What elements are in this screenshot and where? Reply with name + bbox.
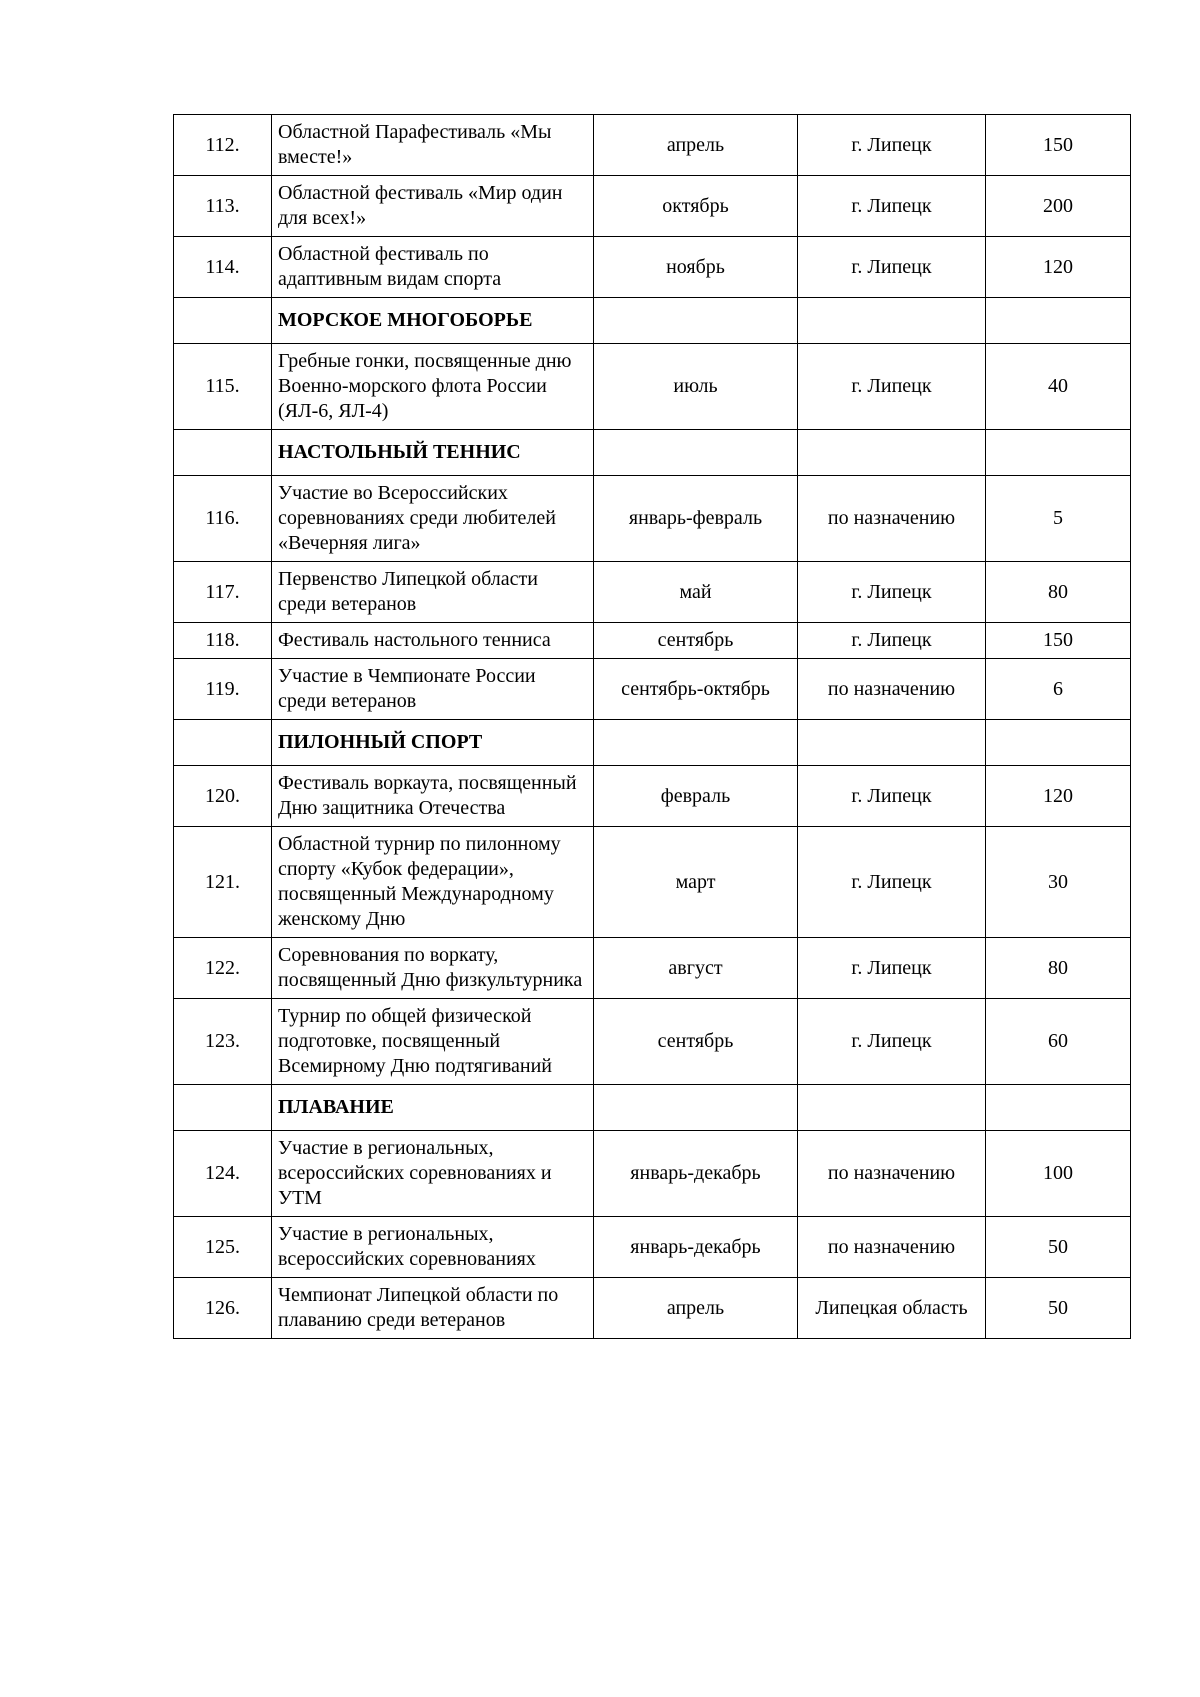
row-number: 116. <box>174 476 272 562</box>
event-place: г. Липецк <box>798 766 986 827</box>
participant-count: 80 <box>986 562 1131 623</box>
event-date: апрель <box>594 1278 798 1339</box>
row-number: 122. <box>174 938 272 999</box>
participant-count: 30 <box>986 827 1131 938</box>
table-row <box>174 476 1131 562</box>
event-name: Областной Парафестиваль «Мы вместе!» <box>272 115 594 176</box>
event-place: Липецкая область <box>798 1278 986 1339</box>
section-empty-cell <box>798 1085 986 1131</box>
event-place: по назначению <box>798 1131 986 1217</box>
table-row <box>174 999 1131 1085</box>
event-date: сентябрь <box>594 623 798 659</box>
event-date: ноябрь <box>594 237 798 298</box>
event-place: г. Липецк <box>798 938 986 999</box>
event-date: апрель <box>594 115 798 176</box>
event-place: по назначению <box>798 1217 986 1278</box>
participant-count: 80 <box>986 938 1131 999</box>
section-empty-cell <box>174 1085 272 1131</box>
table-row <box>174 1278 1131 1339</box>
event-date: август <box>594 938 798 999</box>
event-name: Фестиваль воркаута, посвященный Дню защитника Отечества <box>272 766 594 827</box>
event-name: Участие в Чемпионате России среди ветеранов <box>272 659 594 720</box>
section-title: ПИЛОННЫЙ СПОРТ <box>272 720 594 766</box>
row-number: 114. <box>174 237 272 298</box>
section-title: МОРСКОЕ МНОГОБОРЬЕ <box>272 298 594 344</box>
event-place: по назначению <box>798 659 986 720</box>
section-header-row <box>174 430 1131 476</box>
row-number: 121. <box>174 827 272 938</box>
participant-count: 40 <box>986 344 1131 430</box>
row-number: 113. <box>174 176 272 237</box>
table-row <box>174 766 1131 827</box>
event-date: сентябрь <box>594 999 798 1085</box>
participant-count: 50 <box>986 1278 1131 1339</box>
section-empty-cell <box>986 720 1131 766</box>
event-date: январь-декабрь <box>594 1131 798 1217</box>
section-empty-cell <box>798 298 986 344</box>
event-place: г. Липецк <box>798 115 986 176</box>
row-number: 119. <box>174 659 272 720</box>
event-name: Областной турнир по пилонному спорту «Кубок федерации», посвященный Международному женскому Дню <box>272 827 594 938</box>
participant-count: 200 <box>986 176 1131 237</box>
section-empty-cell <box>986 1085 1131 1131</box>
event-name: Участие в региональных, всероссийских соревнованиях <box>272 1217 594 1278</box>
events-table-body <box>174 115 1131 1339</box>
event-place: г. Липецк <box>798 999 986 1085</box>
section-empty-cell <box>174 430 272 476</box>
section-empty-cell <box>798 430 986 476</box>
section-header-row <box>174 1085 1131 1131</box>
row-number: 117. <box>174 562 272 623</box>
event-name: Участие в региональных, всероссийских соревнованиях и УТМ <box>272 1131 594 1217</box>
event-date: март <box>594 827 798 938</box>
event-place: г. Липецк <box>798 623 986 659</box>
participant-count: 150 <box>986 623 1131 659</box>
row-number: 125. <box>174 1217 272 1278</box>
row-number: 118. <box>174 623 272 659</box>
event-name: Чемпионат Липецкой области по плаванию среди ветеранов <box>272 1278 594 1339</box>
table-row <box>174 562 1131 623</box>
event-name: Областной фестиваль «Мир один для всех!» <box>272 176 594 237</box>
event-name: Первенство Липецкой области среди ветеранов <box>272 562 594 623</box>
event-name: Турнир по общей физической подготовке, посвященный Всемирному Дню подтягиваний <box>272 999 594 1085</box>
participant-count: 60 <box>986 999 1131 1085</box>
event-name: Фестиваль настольного тенниса <box>272 623 594 659</box>
table-row <box>174 176 1131 237</box>
section-header-row <box>174 720 1131 766</box>
table-row <box>174 115 1131 176</box>
participant-count: 120 <box>986 237 1131 298</box>
event-date: февраль <box>594 766 798 827</box>
participant-count: 150 <box>986 115 1131 176</box>
participant-count: 6 <box>986 659 1131 720</box>
section-title: НАСТОЛЬНЫЙ ТЕННИС <box>272 430 594 476</box>
table-row <box>174 1131 1131 1217</box>
participant-count: 50 <box>986 1217 1131 1278</box>
section-empty-cell <box>594 298 798 344</box>
row-number: 112. <box>174 115 272 176</box>
table-row <box>174 623 1131 659</box>
event-date: май <box>594 562 798 623</box>
section-empty-cell <box>174 720 272 766</box>
event-date: октябрь <box>594 176 798 237</box>
events-table <box>173 114 1131 1339</box>
event-date: январь-декабрь <box>594 1217 798 1278</box>
event-date: январь-февраль <box>594 476 798 562</box>
table-row <box>174 827 1131 938</box>
row-number: 124. <box>174 1131 272 1217</box>
row-number: 123. <box>174 999 272 1085</box>
event-place: по назначению <box>798 476 986 562</box>
table-row <box>174 1217 1131 1278</box>
table-row <box>174 938 1131 999</box>
section-empty-cell <box>798 720 986 766</box>
section-title: ПЛАВАНИЕ <box>272 1085 594 1131</box>
event-name: Соревнования по воркату, посвященный Дню физкультурника <box>272 938 594 999</box>
participant-count: 120 <box>986 766 1131 827</box>
event-place: г. Липецк <box>798 562 986 623</box>
participant-count: 5 <box>986 476 1131 562</box>
row-number: 120. <box>174 766 272 827</box>
table-row <box>174 344 1131 430</box>
event-name: Участие во Всероссийских соревнованиях среди любителей «Вечерняя лига» <box>272 476 594 562</box>
section-empty-cell <box>594 1085 798 1131</box>
table-row <box>174 659 1131 720</box>
row-number: 126. <box>174 1278 272 1339</box>
section-empty-cell <box>986 430 1131 476</box>
row-number: 115. <box>174 344 272 430</box>
section-empty-cell <box>594 720 798 766</box>
event-name: Областной фестиваль по адаптивным видам спорта <box>272 237 594 298</box>
event-place: г. Липецк <box>798 827 986 938</box>
event-name: Гребные гонки, посвященные дню Военно-морского флота России (ЯЛ-6, ЯЛ-4) <box>272 344 594 430</box>
participant-count: 100 <box>986 1131 1131 1217</box>
event-place: г. Липецк <box>798 237 986 298</box>
event-place: г. Липецк <box>798 344 986 430</box>
event-date: июль <box>594 344 798 430</box>
section-header-row <box>174 298 1131 344</box>
table-row <box>174 237 1131 298</box>
section-empty-cell <box>594 430 798 476</box>
event-place: г. Липецк <box>798 176 986 237</box>
event-date: сентябрь-октябрь <box>594 659 798 720</box>
section-empty-cell <box>986 298 1131 344</box>
section-empty-cell <box>174 298 272 344</box>
